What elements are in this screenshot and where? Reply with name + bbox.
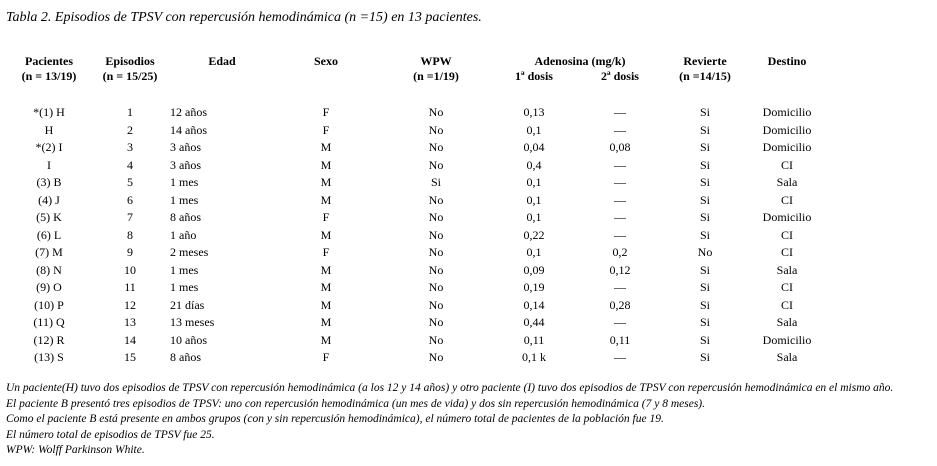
cell-wpw: No bbox=[428, 332, 444, 347]
cell-dosis1: 0,1 bbox=[526, 210, 542, 225]
table-row bbox=[8, 122, 830, 140]
note-line: Un paciente(H) tuvo dos episodios de TPSV con repercusión hemodinámica (a los 12 y 14 años) y otro paciente (I) tuvo dos episodios de TPSV con repercusión hemodinámica en el mismo año. bbox=[6, 382, 894, 394]
table-row bbox=[8, 227, 830, 245]
header-wpw-n: (n =1/19) bbox=[413, 69, 459, 83]
table-row bbox=[8, 349, 830, 367]
table-row bbox=[8, 174, 830, 192]
cell-wpw: No bbox=[428, 192, 444, 207]
cell-destino: CI bbox=[781, 297, 793, 312]
cell-dosis1: 0,19 bbox=[523, 280, 545, 295]
cell-episodio: 8 bbox=[127, 227, 133, 242]
table-row bbox=[8, 332, 830, 350]
cell-revierte: Si bbox=[699, 122, 710, 137]
cell-wpw: No bbox=[428, 227, 444, 242]
cell-revierte: Si bbox=[699, 105, 710, 120]
header-dosis2: 2ª dosis bbox=[601, 69, 639, 83]
cell-sexo: M bbox=[320, 227, 332, 242]
cell-dosis2: — bbox=[614, 350, 626, 365]
table-row bbox=[8, 297, 830, 315]
cell-revierte: Si bbox=[699, 262, 710, 277]
cell-dosis1: 0,44 bbox=[523, 315, 545, 330]
cell-dosis2: — bbox=[614, 105, 626, 120]
cell-paciente: (8) N bbox=[36, 262, 62, 277]
cell-dosis2: 0,08 bbox=[609, 140, 631, 155]
header-row bbox=[8, 54, 830, 68]
cell-wpw: No bbox=[428, 122, 444, 137]
cell-wpw: Si bbox=[430, 175, 441, 190]
cell-edad: 1 mes bbox=[170, 192, 199, 207]
cell-paciente: (12) R bbox=[33, 332, 65, 347]
cell-paciente: (10) P bbox=[34, 297, 64, 312]
cell-destino: CI bbox=[781, 192, 793, 207]
cell-dosis2: 0,11 bbox=[609, 332, 631, 347]
cell-edad: 12 años bbox=[170, 105, 207, 120]
cell-revierte: Si bbox=[699, 297, 710, 312]
table-notes bbox=[6, 381, 893, 459]
table-row bbox=[8, 209, 830, 227]
header-dosis1: 1ª dosis bbox=[515, 69, 553, 83]
cell-dosis1: 0,09 bbox=[523, 262, 545, 277]
cell-sexo: M bbox=[320, 280, 332, 295]
cell-sexo: M bbox=[320, 157, 332, 172]
cell-destino: CI bbox=[781, 157, 793, 172]
cell-wpw: No bbox=[428, 297, 444, 312]
table-row bbox=[8, 244, 830, 262]
cell-episodio: 12 bbox=[124, 297, 136, 312]
cell-edad: 14 años bbox=[170, 122, 207, 137]
cell-episodio: 15 bbox=[124, 350, 136, 365]
episodes-table bbox=[8, 54, 830, 367]
cell-dosis2: — bbox=[614, 210, 626, 225]
cell-edad: 21 días bbox=[170, 297, 205, 312]
cell-episodio: 2 bbox=[127, 122, 133, 137]
cell-dosis2: 0,12 bbox=[609, 262, 631, 277]
cell-edad: 1 mes bbox=[170, 175, 199, 190]
cell-episodio: 4 bbox=[127, 157, 133, 172]
header-pacientes-n: (n = 13/19) bbox=[21, 69, 77, 83]
cell-edad: 3 años bbox=[170, 157, 201, 172]
cell-dosis1: 0,1 k bbox=[522, 350, 546, 365]
cell-wpw: No bbox=[428, 105, 444, 120]
cell-wpw: No bbox=[428, 280, 444, 295]
cell-sexo: M bbox=[320, 315, 332, 330]
cell-revierte: Si bbox=[699, 210, 710, 225]
cell-edad: 3 años bbox=[170, 140, 201, 155]
cell-dosis2: — bbox=[614, 192, 626, 207]
cell-paciente: (11) Q bbox=[33, 315, 65, 330]
cell-episodio: 1 bbox=[127, 105, 133, 120]
cell-wpw: No bbox=[428, 350, 444, 365]
cell-wpw: No bbox=[428, 210, 444, 225]
cell-episodio: 13 bbox=[124, 315, 136, 330]
cell-revierte: Si bbox=[699, 315, 710, 330]
cell-revierte: Si bbox=[699, 140, 710, 155]
cell-revierte: Si bbox=[699, 227, 710, 242]
table-row bbox=[8, 192, 830, 210]
cell-episodio: 9 bbox=[127, 245, 133, 260]
cell-episodio: 5 bbox=[127, 175, 133, 190]
cell-paciente: (4) J bbox=[38, 192, 60, 207]
cell-episodio: 14 bbox=[124, 332, 136, 347]
header-episodios-n: (n = 15/25) bbox=[102, 69, 158, 83]
cell-dosis1: 0,13 bbox=[523, 105, 545, 120]
cell-wpw: No bbox=[428, 140, 444, 155]
table-title: Tabla 2. Episodios de TPSV con repercusión hemodinámica (n =15) en 13 pacientes. bbox=[6, 10, 482, 25]
table-body bbox=[8, 104, 830, 367]
cell-destino: Domicilio bbox=[762, 140, 812, 155]
header-edad: Edad bbox=[208, 54, 236, 68]
cell-sexo: F bbox=[322, 210, 330, 225]
cell-destino: CI bbox=[781, 280, 793, 295]
cell-dosis2: — bbox=[614, 175, 626, 190]
cell-revierte: Si bbox=[699, 175, 710, 190]
cell-dosis1: 0,1 bbox=[526, 175, 542, 190]
cell-paciente: (13) S bbox=[34, 350, 64, 365]
cell-sexo: M bbox=[320, 140, 332, 155]
table-row bbox=[8, 279, 830, 297]
cell-dosis1: 0,4 bbox=[526, 157, 542, 172]
cell-edad: 8 años bbox=[170, 350, 201, 365]
cell-sexo: M bbox=[320, 175, 332, 190]
header-revierte-n: (n =14/15) bbox=[679, 69, 731, 83]
cell-sexo: M bbox=[320, 192, 332, 207]
cell-paciente: (9) O bbox=[36, 280, 62, 295]
cell-dosis2: 0,2 bbox=[612, 245, 628, 260]
cell-destino: Sala bbox=[776, 350, 798, 365]
cell-revierte: Si bbox=[699, 280, 710, 295]
cell-revierte: Si bbox=[699, 157, 710, 172]
cell-edad: 1 mes bbox=[170, 262, 199, 277]
note-line: El paciente B presentó tres episodios de TPSV: uno con repercusión hemodinámica (un mes de vida) y dos sin repercusión hemodinámica (7 y 8 meses). bbox=[6, 397, 706, 410]
cell-wpw: No bbox=[428, 245, 444, 260]
cell-episodio: 7 bbox=[127, 210, 133, 225]
cell-paciente: I bbox=[47, 157, 51, 172]
table-row bbox=[8, 139, 830, 157]
table-row bbox=[8, 262, 830, 280]
note-line: WPW: Wolff Parkinson White. bbox=[6, 444, 145, 457]
cell-sexo: M bbox=[320, 262, 332, 277]
cell-dosis2: — bbox=[614, 280, 626, 295]
cell-revierte: Si bbox=[699, 350, 710, 365]
cell-paciente: (3) B bbox=[36, 175, 62, 190]
cell-wpw: No bbox=[428, 157, 444, 172]
cell-dosis1: 0,1 bbox=[526, 192, 542, 207]
header-wpw: WPW bbox=[420, 54, 452, 68]
cell-paciente: *(1) H bbox=[33, 105, 65, 120]
cell-destino: CI bbox=[781, 227, 793, 242]
cell-sexo: F bbox=[322, 105, 330, 120]
cell-paciente: (5) K bbox=[36, 210, 62, 225]
cell-dosis2: — bbox=[614, 227, 626, 242]
cell-edad: 10 años bbox=[170, 332, 207, 347]
cell-revierte: Si bbox=[699, 332, 710, 347]
cell-dosis1: 0,1 bbox=[526, 122, 542, 137]
cell-sexo: F bbox=[322, 245, 330, 260]
cell-dosis2: — bbox=[614, 157, 626, 172]
cell-dosis2: — bbox=[614, 122, 626, 137]
cell-edad: 13 meses bbox=[170, 315, 215, 330]
cell-edad: 2 meses bbox=[170, 245, 209, 260]
note-line: El número total de episodios de TPSV fue 25. bbox=[6, 428, 215, 441]
cell-edad: 8 años bbox=[170, 210, 201, 225]
cell-destino: Sala bbox=[776, 175, 798, 190]
cell-revierte: No bbox=[697, 245, 713, 260]
cell-wpw: No bbox=[428, 262, 444, 277]
cell-destino: Domicilio bbox=[762, 332, 812, 347]
cell-dosis1: 0,14 bbox=[523, 297, 545, 312]
header-sexo: Sexo bbox=[314, 54, 338, 68]
cell-destino: Domicilio bbox=[762, 122, 812, 137]
cell-dosis1: 0,11 bbox=[523, 332, 545, 347]
cell-dosis1: 0,04 bbox=[523, 140, 545, 155]
cell-paciente: H bbox=[44, 122, 54, 137]
cell-destino: Domicilio bbox=[762, 105, 812, 120]
table-row bbox=[8, 314, 830, 332]
cell-episodio: 6 bbox=[127, 192, 133, 207]
cell-paciente: *(2) I bbox=[35, 140, 63, 155]
header-destino: Destino bbox=[767, 54, 807, 68]
cell-edad: 1 año bbox=[170, 227, 197, 242]
cell-sexo: F bbox=[322, 350, 330, 365]
header-revierte: Revierte bbox=[683, 54, 727, 68]
table-row bbox=[8, 157, 830, 175]
header-episodios: Episodios bbox=[105, 54, 155, 68]
cell-edad: 1 mes bbox=[170, 280, 199, 295]
cell-destino: Sala bbox=[776, 315, 798, 330]
cell-wpw: No bbox=[428, 315, 444, 330]
cell-episodio: 3 bbox=[127, 140, 133, 155]
cell-destino: Sala bbox=[776, 262, 798, 277]
header-adenosina: Adenosina (mg/k) bbox=[534, 54, 626, 68]
cell-episodio: 10 bbox=[124, 262, 136, 277]
cell-sexo: F bbox=[322, 122, 330, 137]
cell-sexo: M bbox=[320, 332, 332, 347]
cell-destino: CI bbox=[781, 245, 793, 260]
header-pacientes: Pacientes bbox=[25, 54, 73, 68]
cell-dosis2: 0,28 bbox=[609, 297, 631, 312]
table-row bbox=[8, 104, 830, 122]
cell-dosis1: 0,1 bbox=[526, 245, 542, 260]
cell-sexo: M bbox=[320, 297, 332, 312]
cell-revierte: Si bbox=[699, 192, 710, 207]
cell-episodio: 11 bbox=[124, 280, 136, 295]
cell-dosis2: — bbox=[614, 315, 626, 330]
cell-destino: Domicilio bbox=[762, 210, 812, 225]
subheader-row bbox=[8, 68, 830, 104]
note-line: Como el paciente B está presente en ambos grupos (con y sin repercusión hemodinámica), el número total de pacientes de la población fue 19. bbox=[6, 413, 664, 426]
cell-dosis1: 0,22 bbox=[523, 227, 545, 242]
cell-paciente: (7) M bbox=[35, 245, 63, 260]
cell-paciente: (6) L bbox=[36, 227, 62, 242]
